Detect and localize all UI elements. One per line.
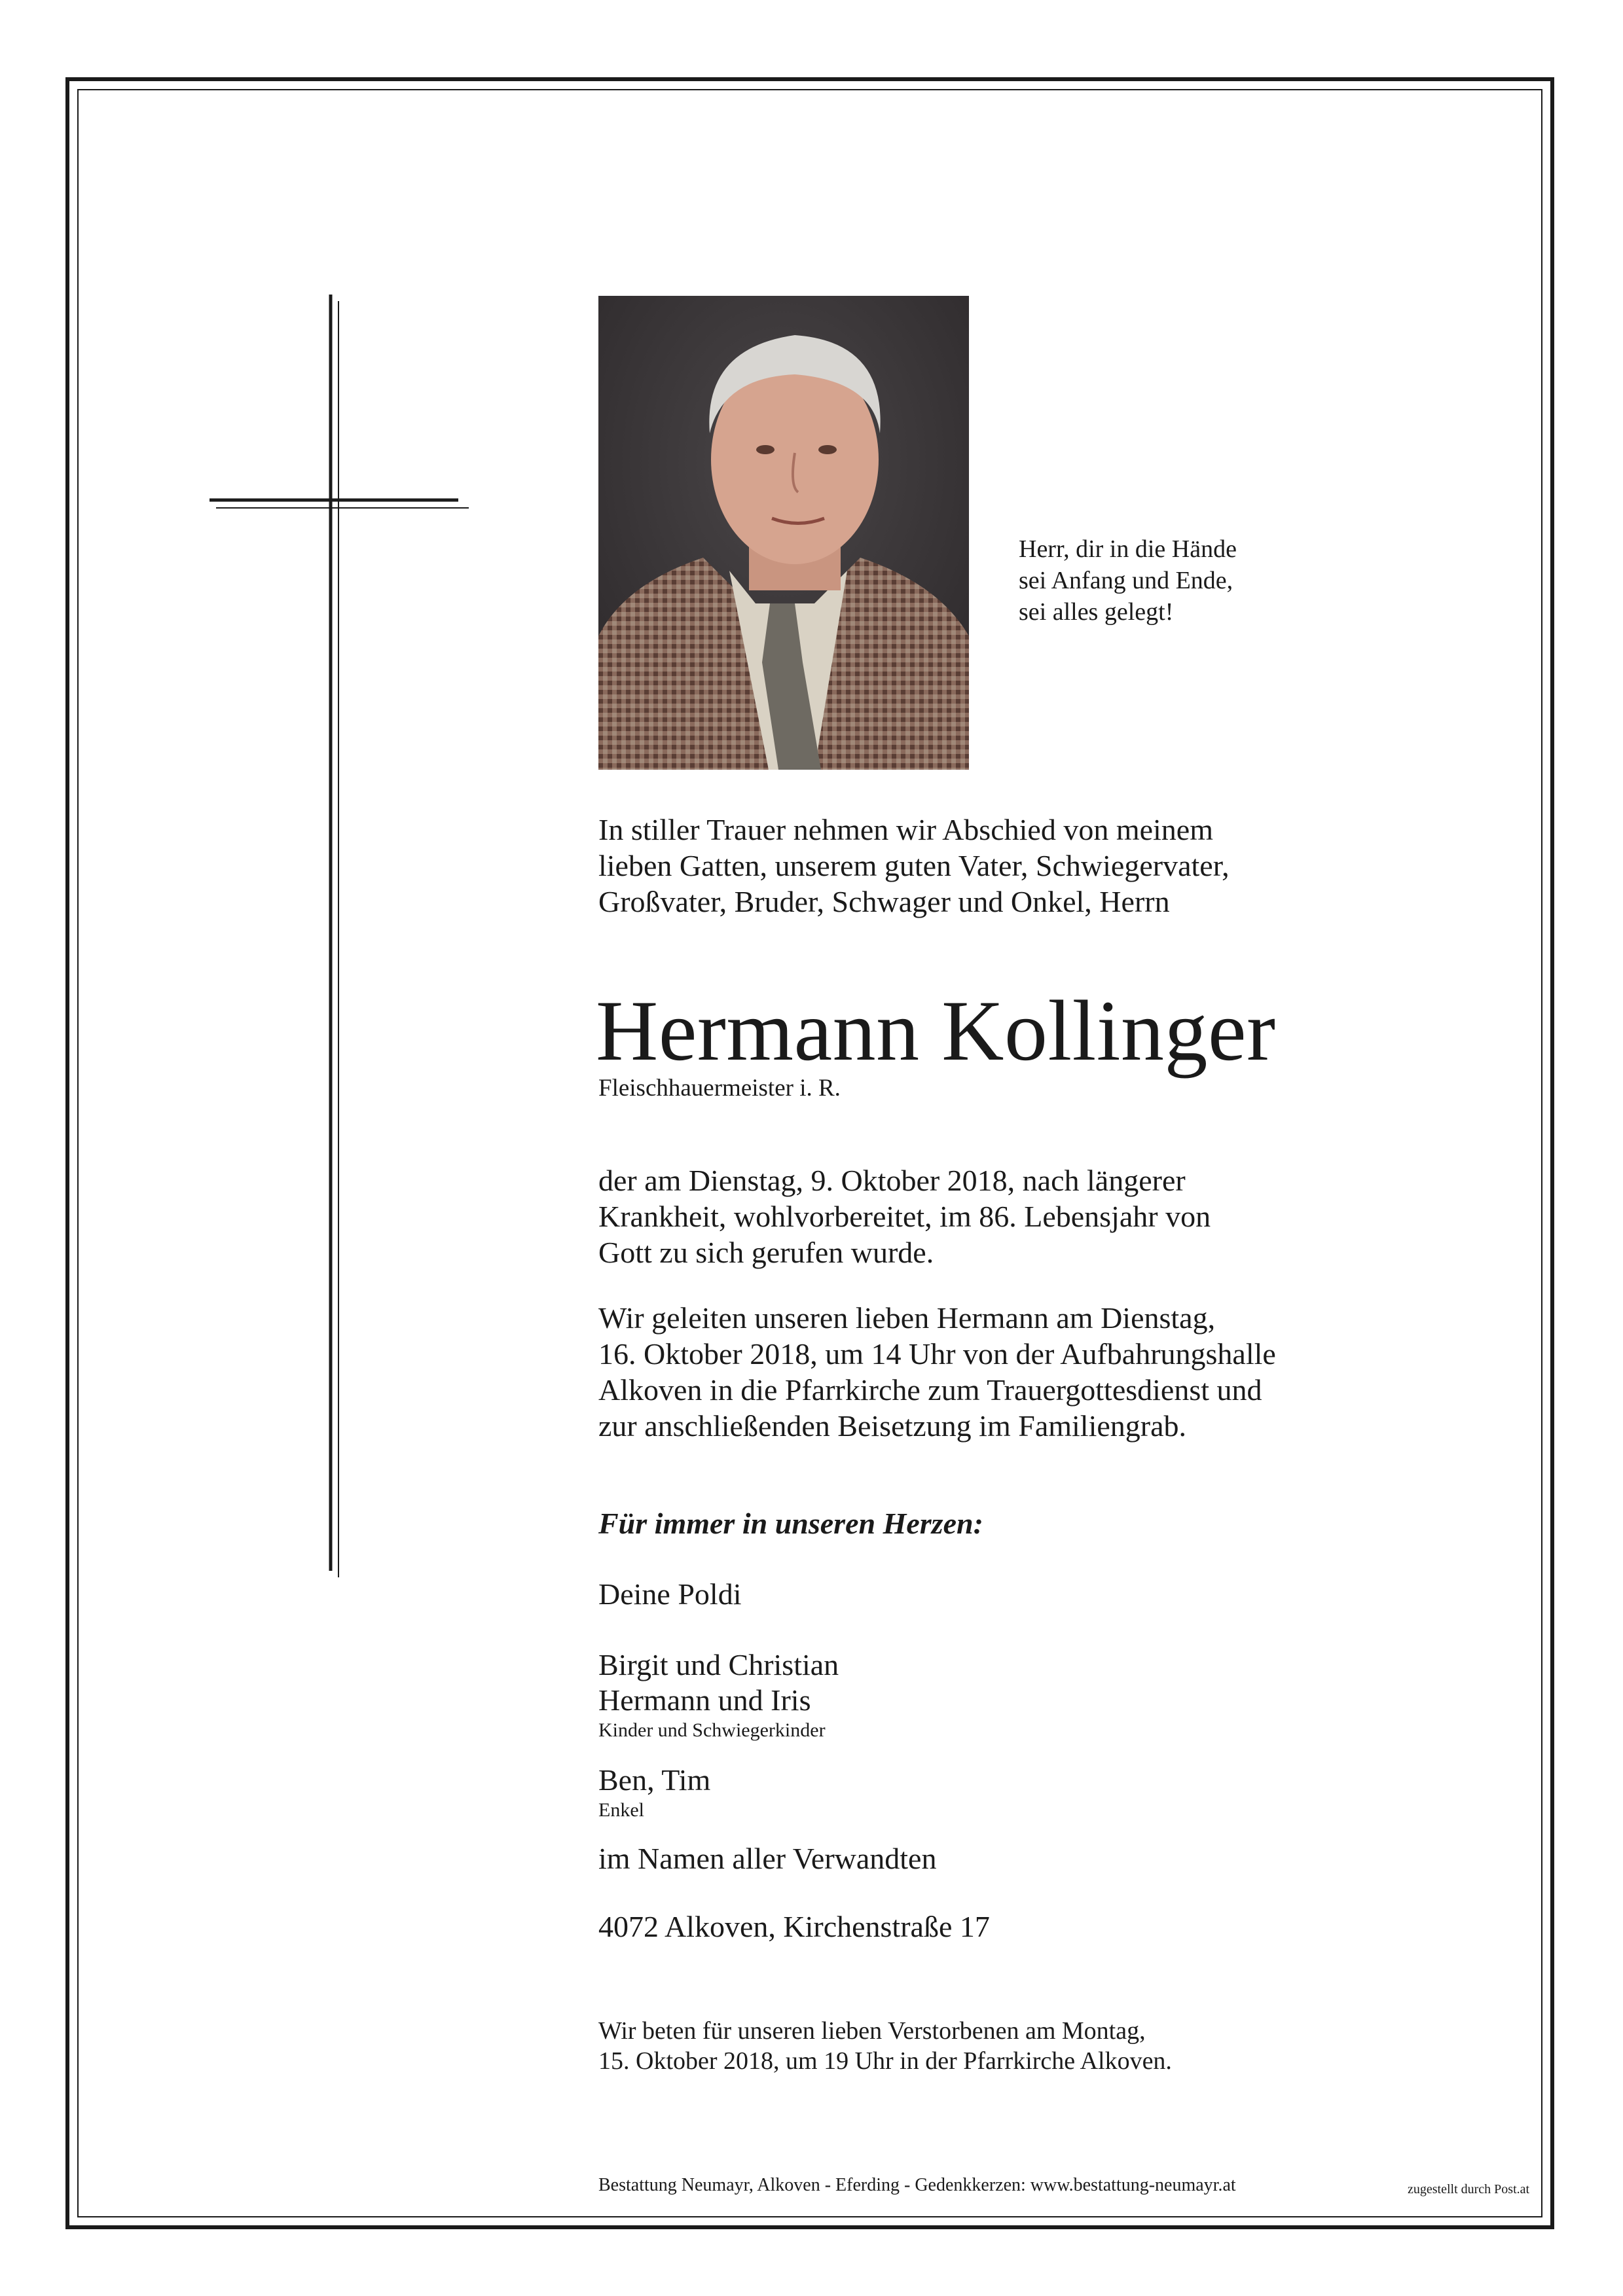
relation-children: Kinder und Schwiegerkinder: [598, 1719, 826, 1741]
mourner-children-2: Hermann und Iris: [598, 1683, 811, 1717]
portrait-photo: [598, 296, 969, 770]
cross-icon: [196, 288, 478, 1577]
funeral-line: zur anschließenden Beisetzung im Familiengrab.: [598, 1409, 1187, 1443]
mourners-heading: Für immer in unseren Herzen:: [598, 1507, 983, 1540]
funeral-notice: [598, 1300, 1489, 1444]
funeral-line: Wir geleiten unseren lieben Hermann am Dienstag,: [598, 1301, 1216, 1335]
intro-line: In stiller Trauer nehmen wir Abschied von meinem: [598, 813, 1214, 846]
prayer-notice: [598, 2016, 1489, 2076]
verse: [1019, 533, 1346, 628]
verse-line: sei alles gelegt!: [1019, 598, 1174, 626]
mourner-spouse: Deine Poldi: [598, 1577, 742, 1611]
deceased-title: Fleischhauermeister i. R.: [598, 1075, 841, 1102]
mourner-address: 4072 Alkoven, Kirchenstraße 17: [598, 1910, 990, 1943]
funeral-line: 16. Oktober 2018, um 14 Uhr von der Aufbahrungshalle: [598, 1337, 1276, 1371]
intro-line: Großvater, Bruder, Schwager und Onkel, Herrn: [598, 885, 1170, 918]
footer-delivery: zugestellt durch Post.at: [1408, 2182, 1530, 2197]
footer-undertaker: Bestattung Neumayr, Alkoven - Eferding - Gedenkkerzen: www.bestattung-neumayr.at: [598, 2175, 1236, 2195]
mourner-children-1: Birgit und Christian: [598, 1648, 839, 1681]
death-notice: [598, 1162, 1489, 1270]
mourner-grandchildren: Ben, Tim: [598, 1763, 711, 1797]
intro-line: lieben Gatten, unserem guten Vater, Schwiegervater,: [598, 849, 1230, 882]
relation-grandchildren: Enkel: [598, 1799, 644, 1821]
death-line: der am Dienstag, 9. Oktober 2018, nach längerer: [598, 1164, 1186, 1197]
prayer-line: 15. Oktober 2018, um 19 Uhr in der Pfarrkirche Alkoven.: [598, 2047, 1172, 2075]
funeral-line: Alkoven in die Pfarrkirche zum Trauergottesdienst und: [598, 1373, 1262, 1407]
verse-line: Herr, dir in die Hände: [1019, 535, 1237, 563]
death-line: Krankheit, wohlvorbereitet, im 86. Lebensjahr von: [598, 1200, 1211, 1233]
deceased-name: Hermann Kollinger: [596, 982, 1276, 1079]
verse-line: sei Anfang und Ende,: [1019, 567, 1233, 594]
prayer-line: Wir beten für unseren lieben Verstorbenen am Montag,: [598, 2017, 1146, 2045]
mourner-relatives: im Namen aller Verwandten: [598, 1842, 937, 1875]
intro-text: [598, 812, 1489, 920]
death-line: Gott zu sich gerufen wurde.: [598, 1236, 934, 1269]
